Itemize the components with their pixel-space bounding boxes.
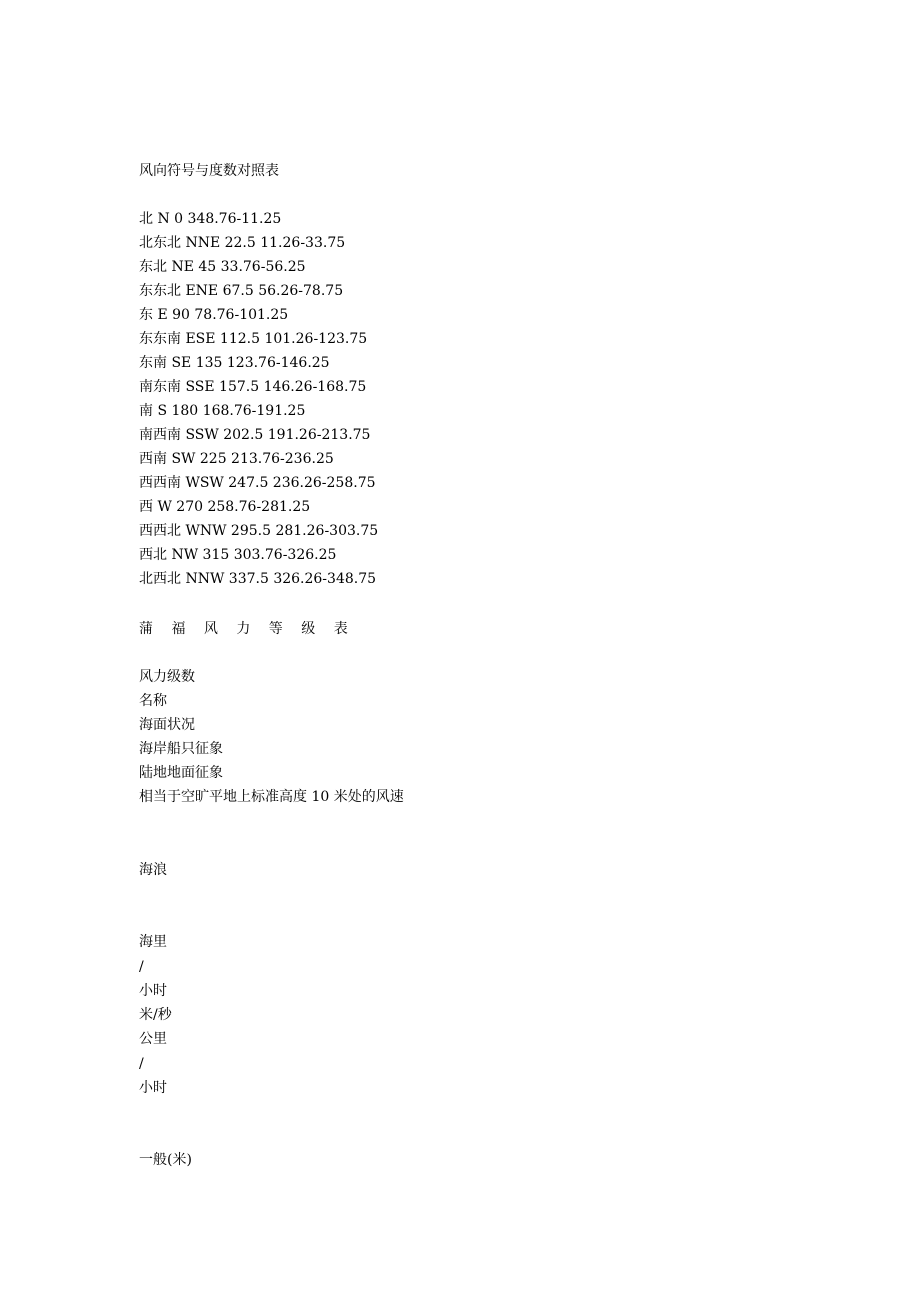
sea-waves-label: 海浪 [139,862,167,878]
beaufort-header: 海岸船只征象 [139,741,223,757]
wind-direction-row: 南东南 SSE 157.5 146.26-168.75 [139,379,367,395]
wind-direction-row: 西西北 WNW 295.5 281.26-303.75 [139,523,379,539]
speed-unit: / [139,1056,144,1072]
wind-direction-row: 东南 SE 135 123.76-146.25 [139,355,330,371]
wind-direction-row: 北西北 NNW 337.5 326.26-348.75 [139,571,377,587]
beaufort-header: 名称 [139,693,167,709]
wind-direction-row: 北东北 NNE 22.5 11.26-33.75 [139,235,346,251]
wave-general-label: 一般(米) [139,1152,192,1168]
wind-direction-row: 北 N 0 348.76-11.25 [139,211,282,227]
wind-direction-row: 西北 NW 315 303.76-326.25 [139,547,337,563]
wind-direction-row: 南 S 180 168.76-191.25 [139,403,306,419]
wind-direction-row: 东东北 ENE 67.5 56.26-78.75 [139,283,344,299]
beaufort-header: 相当于空旷平地上标准高度 10 米处的风速 [139,789,404,805]
speed-unit: 小时 [139,983,167,999]
speed-unit: 小时 [139,1080,167,1096]
wind-direction-row: 西 W 270 258.76-281.25 [139,499,311,515]
wind-direction-row: 东东南 ESE 112.5 101.26-123.75 [139,331,368,347]
beaufort-title: 蒲 福 风 力 等 级 表 [139,621,355,637]
wind-direction-row: 南西南 SSW 202.5 191.26-213.75 [139,427,371,443]
speed-unit: 公里 [139,1031,167,1047]
speed-unit: 米/秒 [139,1007,172,1023]
wind-direction-row: 西西南 WSW 247.5 236.26-258.75 [139,475,376,491]
speed-unit: 海里 [139,934,167,950]
wind-direction-row: 东北 NE 45 33.76-56.25 [139,259,306,275]
wind-direction-row: 东 E 90 78.76-101.25 [139,307,289,323]
wind-direction-title: 风向符号与度数对照表 [139,163,279,179]
wind-direction-row: 西南 SW 225 213.76-236.25 [139,451,334,467]
beaufort-header: 海面状况 [139,717,195,733]
beaufort-header: 陆地地面征象 [139,765,223,781]
speed-unit: / [139,959,144,975]
beaufort-header: 风力级数 [139,669,195,685]
